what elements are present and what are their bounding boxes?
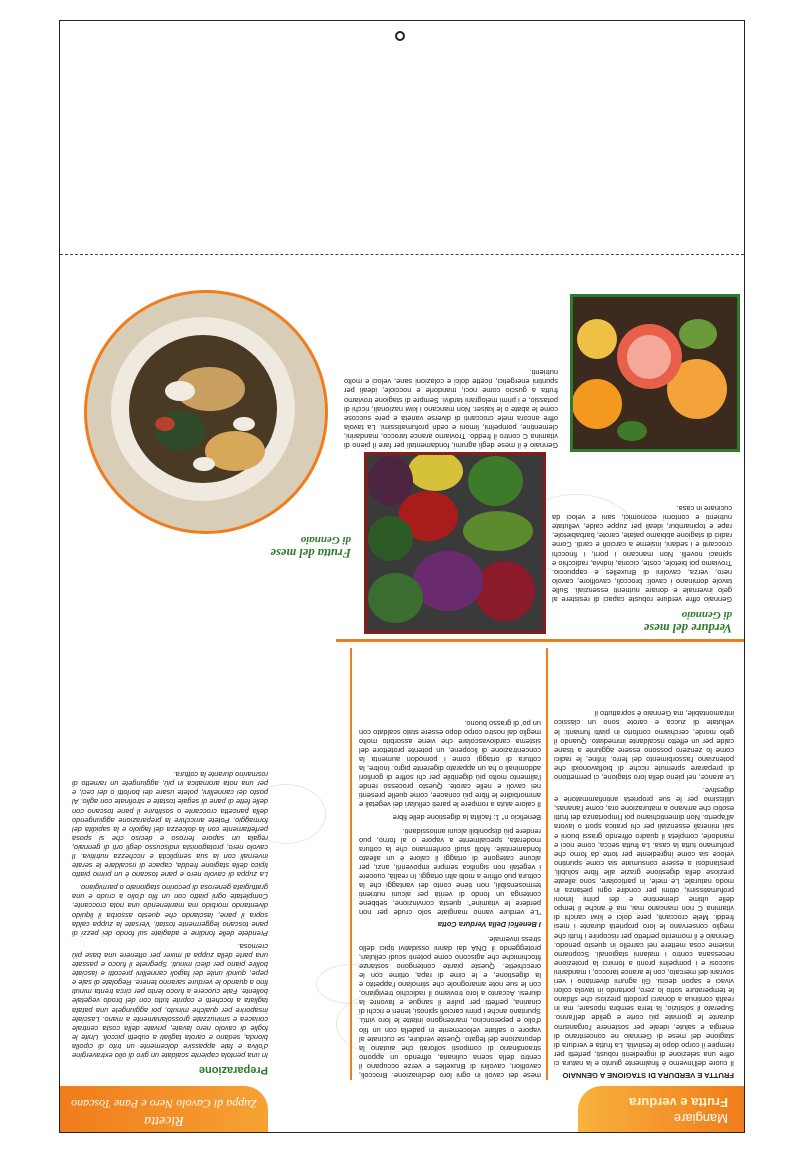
vegetables-photo — [364, 452, 546, 634]
veg-text: Gennaio offre verdure robuste capaci di resistere al gelo invernale e donare nutrienti essenziali. Sulle tavole dominano i cavoli: broccoli, cavolfiore, cavolo nero, verza, cavolini di Bruxelles e cappuccio. Troviamo poi bietole, coste, cicoria, indivia, radicchio e spinaci novelli. Non mancano i porri, i finocchi croccanti e i sedani, insieme a carciofi e cardi. Come radici di stagione abbiamo patate, carote, barbabietole, rape e topinambur, ideali per zuppe calde, vellutate nutrienti e contorni economici, sani e veloci da cucinare in casa. — [552, 504, 732, 604]
article-paragraph: Il cuore dell'inverno è finalmente giunto e la natura ci offre una selezione di ingredienti robusti, perfetti per riempire il corpo dopo le festività. La frutta e verdura di stagione del mese di Gennaio ne concentrano di energia e salute, ideale per sostenere l'organismo durante le giornate più corte e gelide dell'anno. Superato il solstizio, la terra sembra riposare, ma in realtà continua a donarci prodotti preziosi che sfidano le temperature sotto lo zero, portando in tavola colori vivaci e sapori decisi. Gli agrumi diventano i veri sovrani del mercato, con le arance tarocco, i mandarini succosi e i pompelmi pronti a fornirci la protezione necessaria contro i malanni stagionali. Scopriamo insieme cosa mettere nel carrello in questo periodo. Gennaio è il momento perfetto per riscoprire i frutti che meglio conservano le loro proprietà durante i mesi freddi. Mele croccanti, pere dolci e kiwi carichi di vitamina C non mancano mai, ma è anche il tempo delle ultime clementine e dei primi limoni profumatissimi, ottimi per condire ogni pietanza in modo naturale. Le mele, in particolare, sono alleate preziose della digestione grazie alle fibre solubili, prestandosi a essere consumate sia come spuntino veloce sia come ingrediente per torte da forno che profumano tutta la casa. La frutta secca, come noci e mandorle, completa il quadro offrendo grassi buoni e sali minerali essenziali per chi pratica sport o lavora all'aperto. Non dimentichiamo poi l'importanza dei frutti esotici che arrivano a maturazione ora, come l'ananas, utilissimo per le sue proprietà antinfiammatorie e digestive. — [554, 786, 734, 1068]
recipe-label: Ricetta — [144, 1113, 184, 1128]
article-paragraph: mese dei cavoli in ogni loro declinazione. Broccoli, cavolfiori, cavolini di Bruxelles e verze occupano il centro della scena culinaria, offrendo un apporto straordinario di composti solforati che aiutano la depurazione del fegato. Queste verdure, se cucinate al vapore o saltate velocemente in padella con un filo d'olio e peperoncino, mantengono intatte le loro virtù. Spuntano anche i primi carciofi spinosi, teneri e ricchi di cinarina, perfetti per pulire il sangue e favorire la diuresi. Accanto a loro troviamo il radicchio trevigiano, con le sue note amarognole che stimolano l'appetito e la digestione, e le cime di rapa, ottime con le orecchiette. Queste piante contengono sostanze fitochimiche che agiscono come potenti scudi cellulari, proteggendo il DNA dai danni ossidativi tipici dello stress invernale. — [359, 934, 541, 1080]
section-ribbon — [578, 1086, 745, 1133]
recipe-serving: Prendete delle fondine e adagiate sul fondo dei pezzi di pane toscano leggermente tostati. Versate la zuppa calda sopra il pane, lasciando che questo assorba il liquido diventando morbido ma mantenendo una nota croccante. Completate ogni piatto con un filo d'olio a crudo e una grattugiata generosa di pecorino stagionato o parmigiano. — [72, 883, 268, 938]
recipe-dish-photo — [84, 290, 328, 534]
horizontal-divider — [336, 639, 745, 642]
preparation-title: Preparazione — [198, 1064, 268, 1076]
section-subtitle: Frutta e verdura — [629, 1095, 728, 1110]
fruit-text-column — [344, 364, 558, 450]
veg-title: Verdure del mese di Gennaio — [643, 609, 732, 635]
veg-text-column — [552, 500, 732, 604]
recipe-notes: La zuppa di cavolo nero e pane toscano è un primo piatto tipico della stagione fredda, capace di riscaldare le serate invernali con la sua semplicità e ricchezza nutritiva. Il cavolo nero, protagonista indiscusso degli orti di gennaio, regala un sapore ferroso e deciso che si sposa perfettamente con la dolcezza del fagiolo e la sapidità del formaggio. Potete arricchire la preparazione aggiungendo della pancetta croccante o sostituire il pane toscano con delle fette di pane di segale tostate e strofinate con aglio. Al posto dei cannellini, potete usare dei borlotti o dei ceci, e per una nota aromatica in più, aggiungete un rametto di rosmarino durante la cottura. — [72, 770, 268, 880]
article-column-2 — [359, 714, 541, 1080]
section-label: Mangiare — [673, 1111, 728, 1126]
article-paragraph: "Le verdure vanno mangiate solo crude per non perdere le vitamine": questa convinzione, sebbene contenga un fondo di verità per alcuni nutrienti termosensibili, non tiene conto dei vantaggi che la cottura può offrire a molti altri ortaggi. In realtà, cuocere i vegetali non significa sempre impoverirli, anzi, per alcune categorie di ortaggi il calore è un alleato fondamentale. Molti studi confermano che la cottura moderata, specialmente a vapore o al forno, può rendere più disponibili alcuni antiossidanti. — [359, 826, 541, 918]
fruit-text: Gennaio è il mese degli agrumi, fondamentali per fare il pieno di vitamina C contro il freddo. Troviamo arance tarocco, mandarini, clementine, pompelmi, limoni e cedri profumatissimi. La tavola offre ancora mele croccanti di diverse varietà e pere succose come le abate o le kaiser. Non mancano i kiwi nazionali, ricchi di potassio, e i primi melograni tardivi. Sempre di stagione troviamo frutta a guscio come noci, mandorle e nocciole, ideali per spuntini energetici, ricette dolci e colazioni sane, veloci e molto nutrienti. — [344, 368, 558, 450]
article-heading: FRUTTA E VERDURA DI STAGIONE A GENNAIO — [562, 1071, 734, 1080]
recipe-column — [72, 766, 268, 1060]
article-column-1 — [554, 705, 734, 1080]
fruit-photo — [570, 294, 740, 452]
subsection-heading: I Benefici Della Verdura Cotta — [437, 920, 541, 930]
printed-page-upside-down — [60, 257, 745, 1133]
article-paragraph: Il calore aiuta a rompere le pareti cellulari dei vegetali e ammorbidire le fibre più coriacee, come quelle presenti nei cavoli e nelle carote. Questo processo rende l'alimento molto più digeribile per chi soffre di gonfiori addominali o ha un apparato digerente pigro. Inoltre, la cottura di ortaggi come i pomodori aumenta la concentrazione di licopene, un potente protettore del sistema cardiovascolare che viene assorbito molto meglio dal nostro corpo dopo essere stato scaldato con un po' di grasso buono. — [359, 718, 541, 810]
perforation-line — [60, 254, 744, 255]
recipe-steps: In una pentola capiente scaldate un giro di olio extravergine d'oliva e fate appassire dolcemente un trito di cipolla bionda, sedano e carota tagliati a cubetti piccoli. Unite le foglie di cavolo nero lavate, private della costa centrale coriacea e sminuzzate grossolanamente a mano. Lasciate insaporire per qualche minuto, poi aggiungete una patata tagliata a tocchetti e coprite tutto con del brodo vegetale bollente. Fate cuocere a fuoco lento per circa trenta minuti fino a quando le verdure saranno tenere. Regolate di sale e pepe, quindi unite dei fagioli cannellini precotti e lasciate bollire piano per dieci minuti. Spegnete il fuoco e passate una parte della zuppa al mixer per ottenere una base più cremosa. — [72, 941, 268, 1060]
fruit-title: Frutta del mese di Gennaio — [270, 534, 351, 560]
recipe-ribbon — [60, 1086, 268, 1133]
column-divider — [546, 648, 548, 1080]
article-paragraph: Le arance, nel pieno della loro stagione, ci permettono di preparare spremute ricche di bioflavonoidi che potenziano l'assorbimento del ferro. Infine, le radici come lo zenzero possono essere aggiunte a tisane calde per un effetto riscaldante immediato. Quando il gelo morde, cerchiamo conforto in piatti fumanti: le vellutate di zucca e carote sono un classico intramontabile, ma Gennaio è soprattutto il — [554, 709, 734, 782]
column-divider — [350, 648, 352, 1080]
calendar-sheet — [59, 20, 745, 1133]
article-paragraph: Beneficio n° 1: facilita la digestione delle fibre — [392, 813, 541, 823]
recipe-name: Zuppa di Cavolo Nero e Pane Toscano — [71, 1097, 257, 1111]
hanging-hole — [395, 31, 405, 41]
